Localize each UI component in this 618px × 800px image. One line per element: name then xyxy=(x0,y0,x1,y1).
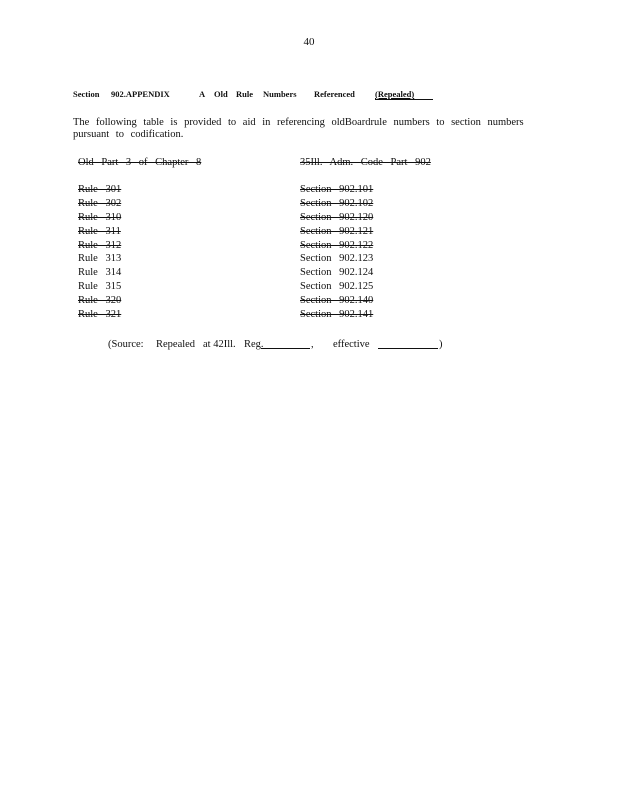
heading-section-number: 902.APPENDIX xyxy=(111,89,170,99)
code-section-cell: Section 902.123 xyxy=(300,253,374,265)
old-rule-cell: Rule 301 xyxy=(78,184,122,195)
source-close: ) xyxy=(439,339,443,350)
code-section-cell: Section 902.122 xyxy=(300,239,374,251)
old-rule-cell: Rule 311 xyxy=(78,225,121,237)
code-section-cell: Section 902.140 xyxy=(300,295,374,307)
old-rule-cell: Rule 321 xyxy=(78,309,122,321)
code-section-cell: Section 902.102 xyxy=(300,197,374,209)
heading-title-word-2: Rule xyxy=(236,89,253,99)
table-row xyxy=(0,281,618,295)
code-section-column-header: 35Ill. Adm. Code Part 902 xyxy=(300,157,431,168)
old-rule-cell: Rule 320 xyxy=(78,295,122,307)
code-section-cell: Section 902.120 xyxy=(300,211,374,223)
heading-title-word-3: Numbers xyxy=(263,89,297,99)
heading-section-word: Section xyxy=(73,89,100,99)
rule-mapping-table xyxy=(0,184,618,323)
heading-title-word-4: Referenced xyxy=(314,89,355,99)
heading-appendix-letter: A xyxy=(199,89,206,99)
table-row xyxy=(0,267,618,281)
old-rule-cell: Rule 312 xyxy=(78,239,122,251)
register-page-blank xyxy=(261,339,310,352)
table-row xyxy=(0,309,618,323)
old-rule-cell: Rule 313 xyxy=(78,253,122,265)
source-effective: effective xyxy=(333,339,370,350)
code-section-cell: Section 902.101 xyxy=(300,184,374,195)
old-rule-column-header: Old Part 3 of Chapter 8 xyxy=(78,157,202,168)
old-rule-cell: Rule 310 xyxy=(78,211,122,223)
source-comma: , xyxy=(311,339,314,350)
code-section-cell: Section 902.141 xyxy=(300,309,374,321)
source-register: at 42Ill. xyxy=(203,339,236,350)
old-rule-cell: Rule 315 xyxy=(78,281,122,293)
source-label: (Source: xyxy=(108,339,144,350)
source-repealed: Repealed xyxy=(156,339,196,350)
heading-title-word-1: Old xyxy=(214,89,228,99)
old-rule-cell: Rule 302 xyxy=(78,197,122,209)
intro-paragraph: The following table is provided to aid in referencing oldBoardrule numbers to section numbers pursuant to codification. xyxy=(73,117,524,140)
effective-date-blank xyxy=(378,339,438,352)
table-row xyxy=(0,253,618,267)
table-row xyxy=(0,198,618,212)
table-row xyxy=(0,240,618,254)
code-section-cell: Section 902.124 xyxy=(300,267,374,279)
code-section-cell: Section 902.125 xyxy=(300,281,374,293)
table-row xyxy=(0,184,618,198)
table-row xyxy=(0,295,618,309)
heading-status-underline xyxy=(375,99,433,100)
code-section-cell: Section 902.121 xyxy=(300,225,374,237)
heading-status: (Repealed) xyxy=(375,89,415,99)
source-reg-label: Reg. xyxy=(244,339,264,350)
old-rule-cell: Rule 314 xyxy=(78,267,122,279)
table-row xyxy=(0,226,618,240)
table-row xyxy=(0,212,618,226)
page-number: 40 xyxy=(303,36,315,48)
